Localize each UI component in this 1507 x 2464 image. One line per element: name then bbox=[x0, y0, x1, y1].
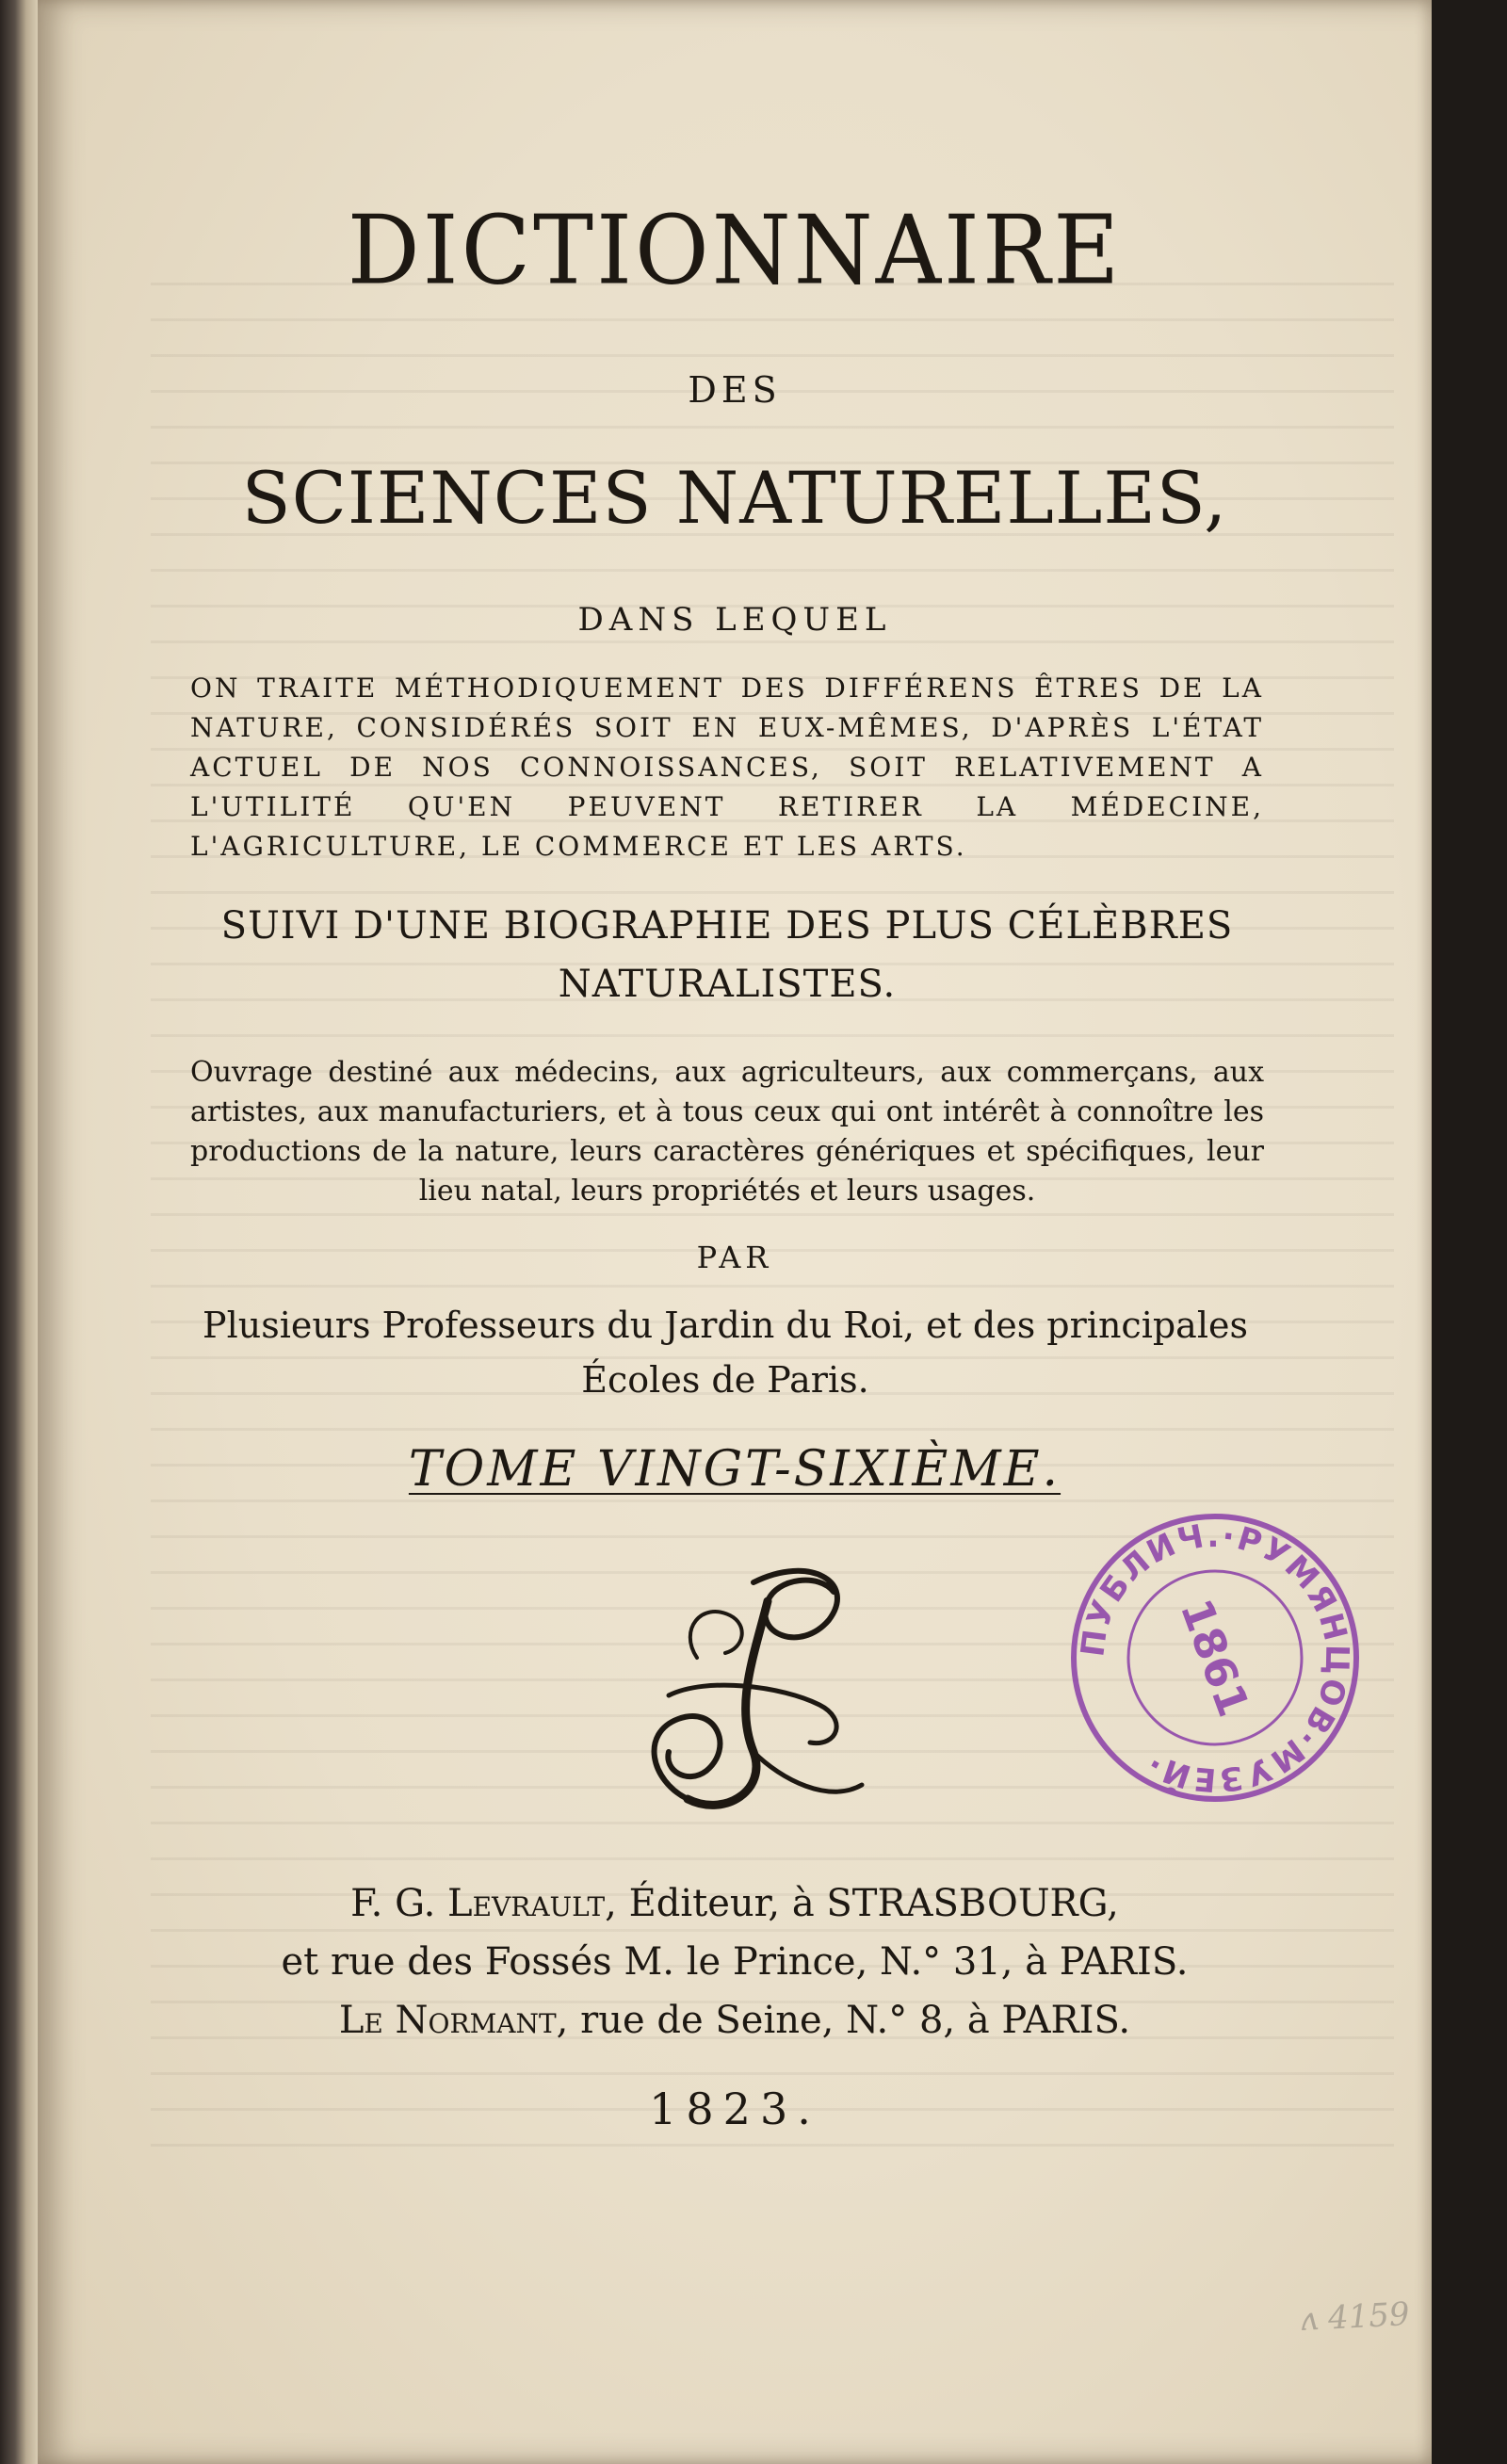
bookseller-address: , rue de Seine, N.° 8, à PARIS. bbox=[556, 1999, 1131, 2042]
imprint-line-3 bbox=[198, 1991, 1272, 2050]
par-label: PAR bbox=[696, 1240, 773, 1275]
book-title: DICTIONNAIRE bbox=[347, 195, 1123, 306]
book-subtitle: SCIENCES NATURELLES, bbox=[241, 456, 1228, 540]
imprint-line-1 bbox=[198, 1874, 1272, 1933]
title-connector: DES bbox=[688, 369, 782, 411]
publisher-name: F. G. Levrault bbox=[350, 1882, 606, 1925]
imprint-line-2: et rue des Fossés M. le Prince, N.° 31, à PARIS. bbox=[281, 1940, 1189, 1984]
adjacent-page-edge bbox=[0, 0, 38, 2464]
stamp-ring-text: ПУБЛИЧ.·РУМЯНЦОВ·МУЗЕЙ· bbox=[1074, 1516, 1356, 1799]
library-stamp-icon bbox=[1064, 1507, 1366, 1808]
authors bbox=[179, 1298, 1272, 1407]
title-page bbox=[38, 0, 1432, 2464]
volume-title: TOME VINGT-SIXIÈME. bbox=[408, 1441, 1061, 1498]
authors-line-2: Écoles de Paris. bbox=[581, 1359, 869, 1401]
bookseller-name: Le Normant bbox=[338, 1999, 557, 2042]
authors-line-1: Plusieurs Professeurs du Jardin du Roi, et des principales bbox=[203, 1305, 1248, 1346]
publisher-monogram-icon bbox=[612, 1545, 876, 1837]
scan-background bbox=[1432, 0, 1507, 2464]
publication-year: 1823. bbox=[649, 2083, 820, 2134]
dans-lequel: DANS LEQUEL bbox=[577, 601, 892, 639]
audience-paragraph: Ouvrage destiné aux médecins, aux agriculteurs, aux commerçans, aux artistes, aux manufacturiers, et à tous ceux qui ont intérêt à connoître les productions de la nature, leurs caractères génériques et spécifiques, leur lieu natal, leurs propriétés et leurs usages. bbox=[190, 1056, 1264, 1208]
imprint bbox=[198, 1874, 1272, 2050]
publisher-place: , Éditeur, à STRASBOURG, bbox=[605, 1882, 1119, 1925]
biography-heading: SUIVI D'UNE BIOGRAPHIE DES PLUS CÉLÈBRES NATURALISTES. bbox=[220, 904, 1234, 1006]
description-paragraph: ON TRAITE MÉTHODIQUEMENT DES DIFFÉRENS ÊTRES DE LA NATURE, CONSIDÉRÉS SOIT EN EUX-MÊMES, D'APRÈS L'ÉTAT ACTUEL DE NOS CONNOISSANCES, SOIT RELATIVEMENT A L'UTILITÉ QU'EN PEUVENT RETIRER LA MÉDECINE, L'AGRICULTURE, LE COMMERCE ET LES ARTS. bbox=[190, 673, 1264, 862]
stamp-center-text: 1861 bbox=[1170, 1592, 1260, 1724]
pencil-shelfmark: ʌ 4159 bbox=[1299, 2294, 1411, 2340]
